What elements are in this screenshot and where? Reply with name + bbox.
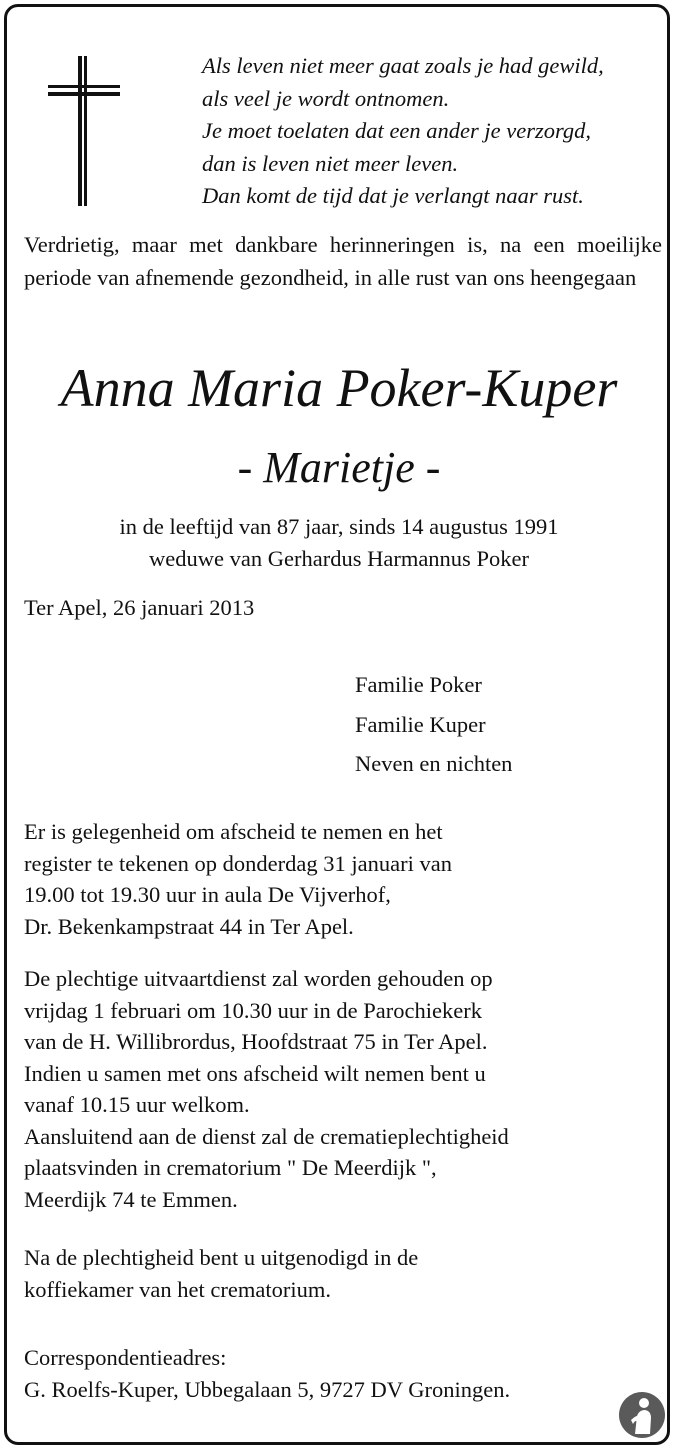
family-item: Familie Kuper: [355, 711, 486, 737]
farewell-line: register te tekenen op donderdag 31 januari van: [24, 850, 452, 876]
obituary-frame: [4, 4, 670, 1445]
poem-line: Dan komt de tijd dat je verlangt naar rust.: [202, 183, 584, 208]
coffee-line: koffiekamer van het crematorium.: [24, 1276, 331, 1302]
farewell-line: Er is gelegenheid om afscheid te nemen en het: [24, 819, 443, 844]
deceased-nickname: - Marietje -: [237, 443, 441, 492]
farewell-line: 19.00 tot 19.30 uur in aula De Vijverhof,: [24, 882, 391, 907]
family-item: Neven en nichten: [355, 751, 513, 776]
coffee-paragraph: [24, 1242, 664, 1305]
service-line: vrijdag 1 februari om 10.30 uur in de Parochiekerk: [24, 997, 482, 1023]
farewell-paragraph: [24, 816, 664, 942]
family-list: [355, 665, 512, 784]
correspondence-label: Correspondentieadres:: [24, 1345, 227, 1370]
poem-line: dan is leven niet meer leven.: [202, 150, 459, 176]
service-paragraph: [24, 963, 664, 1215]
service-line: Indien u samen met ons afscheid wilt nemen bent u: [24, 1060, 486, 1086]
age-line: in de leeftijd van 87 jaar, sinds 14 augustus 1991: [119, 514, 559, 539]
poem-line: als veel je wordt ontnomen.: [202, 85, 450, 111]
correspondence-address: G. Roelfs-Kuper, Ubbegalaan 5, 9727 DV Groningen.: [24, 1376, 511, 1402]
cross-icon: [48, 56, 120, 206]
widow-line: weduwe van Gerhardus Harmannus Poker: [149, 546, 529, 571]
service-line: Meerdijk 74 te Emmen.: [24, 1186, 238, 1212]
coffee-line: Na de plechtigheid bent u uitgenodigd in de: [24, 1245, 419, 1270]
deceased-info: [0, 511, 678, 575]
farewell-line: Dr. Bekenkampstraat 44 in Ter Apel.: [24, 913, 354, 939]
service-line: vanaf 10.15 uur welkom.: [24, 1092, 250, 1117]
service-line: plaatsvinden in crematorium " De Meerdijk ",: [24, 1155, 437, 1180]
poem-line: Als leven niet meer gaat zoals je had gewild,: [202, 53, 604, 78]
service-line: De plechtige uitvaartdienst zal worden gehouden op: [24, 966, 493, 991]
family-item: Familie Poker: [355, 672, 482, 697]
memorial-logo-icon: [617, 1390, 667, 1440]
service-line: van de H. Willibrordus, Hoofdstraat 75 in Ter Apel.: [24, 1029, 488, 1054]
intro-text: Verdrietig, maar met dankbare herinneringen is, na een moeilijke periode van afnemende gezondheid, in alle rust van ons heengegaan: [24, 232, 662, 290]
service-line: Aansluitend aan de dienst zal de crematieplechtigheid: [24, 1123, 509, 1149]
deceased-name: Anna Maria Poker-Kuper: [60, 358, 618, 418]
poem: [202, 50, 604, 213]
place-date: Ter Apel, 26 januari 2013: [24, 595, 255, 620]
correspondence: [24, 1342, 664, 1405]
poem-line: Je moet toelaten dat een ander je verzorgd,: [202, 118, 592, 143]
